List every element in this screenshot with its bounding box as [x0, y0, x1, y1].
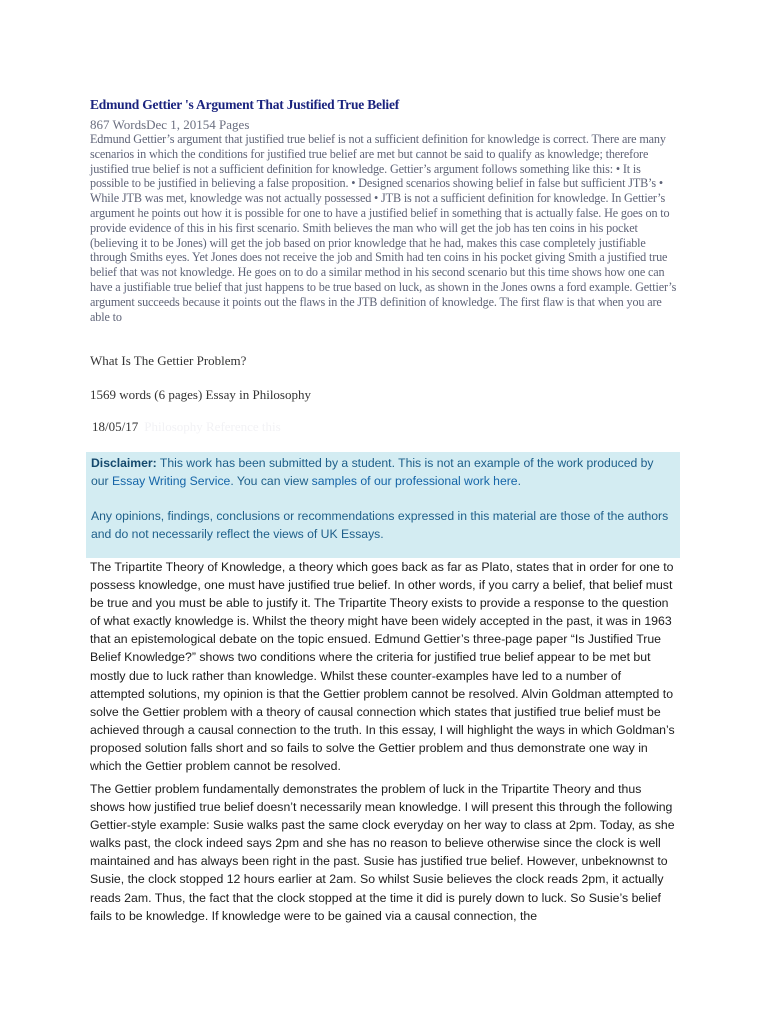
date-row — [92, 419, 281, 435]
essay-info: 1569 words (6 pages) Essay in Philosophy — [90, 387, 311, 402]
essay-heading: What Is The Gettier Problem? — [90, 353, 247, 368]
essay-writing-service-link[interactable]: Essay Writing Service — [112, 473, 231, 488]
disclaimer-box — [86, 452, 680, 558]
disclaimer-text-part: This work has been submitted by a student. This is not an example of the work produced by our — [91, 456, 654, 488]
disclaimer-text-part: . — [517, 473, 521, 488]
essay-paragraph: The Gettier problem fundamentally demonstrates the problem of luck in the Tripartite Theory and thus shows how justified true belief doesn’t necessarily mean knowledge. I will present this through the following Gettier-style example: Susie walks past the same clock everyday on her way to class at 2pm. Today, as she walks past, the clock indeed says 2pm and she has no reason to believe otherwise since the clock is well maintained and has always been right in the past. Susie has justified true belief. However, unbeknownst to Susie, the clock stopped 12 hours earlier at 2am. So whilst Susie believes the clock reads 2pm, it actually reads 2am. Thus, the fact that the clock stopped at the time it did is purely down to luck. So Susie’s belief fails to be knowledge. If knowledge were to be gained via a causal connection, the — [90, 782, 675, 923]
disclaimer-text-part: . You can view — [230, 473, 312, 488]
snippet-body: Edmund Gettier’s argument that justified true belief is not a sufficient definition for knowledge is correct. There are many scenarios in which the conditions for justified true belief are met but cannot be said to qualify as knowledge; therefore justified true belief is not a sufficient definition for knowledge. Gettier’s argument follows something like this: • It is possible to be justified in believing a false proposition. • Designed scenarios showing belief in false but sufficient JTB’s • While JTB was met, knowledge was not actually possessed • JTB is not a sufficient definition for knowledge. In Gettier’s argument he points out how it is possible for one to have a justified belief in something that is actually false. He goes on to provide evidence of this in his first scenario. Smith believes the man who will get the job has ten coins in his pocket (believing it to be Jones) will get the job based on prior knowledge that he had, makes this case completely justifiable through Smiths eyes. Yet Jones does not receive the job and Smith had ten coins in his pocket giving Smith a justified true belief that was not knowledge. He goes on to do a similar method in his second scenario but this time shows how one can have a justifiable true belief that just happens to be true based on luck, as shown in the Jones owns a ford example. Gettier’s argument succeeds because it points out the flaws in the JTB definition of knowledge. The first flaw is that when you are able to — [90, 132, 677, 324]
samples-link[interactable]: samples of our professional work here — [311, 473, 518, 488]
disclaimer-lead: Disclaimer: — [91, 456, 157, 470]
disclaimer-text — [91, 455, 674, 490]
essay-paragraph: The Tripartite Theory of Knowledge, a theory which goes back as far as Plato, states that in order for one to possess knowledge, one must have justified true belief. In other words, if you carry a belief, that belief must be true and you must be able to justify it. The Tripartite Theory exists to provide a response to the question of what exactly knowledge is. Whilst the theory might have been widely accepted in the past, it was in 1963 that an epistemological debate on the topic ensued. Edmund Gettier’s three-page paper “Is Justified True Belief Knowledge?” shows two conditions where the criteria for justified true belief appear to be met but mostly due to luck rather than knowledge. Whilst these counter-examples have led to a number of attempted solutions, my opinion is that the Gettier problem cannot be resolved. Alvin Goldman attempted to solve the Gettier problem with a theory of causal connection which states that justified true belief must be achieved through a causal connection to the truth. In this essay, I will highlight the ways in which Goldman’s proposed solution falls short and so fails to solve the Gettier problem and thus demonstrate one way in which the Gettier problem cannot be resolved. — [90, 560, 675, 774]
snippet-meta: 867 WordsDec 1, 20154 Pages — [90, 117, 250, 132]
snippet-title[interactable]: Edmund Gettier 's Argument That Justified True Belief — [90, 97, 400, 112]
essay-snippet — [90, 97, 680, 324]
disclaimer-opinions: Any opinions, findings, conclusions or recommendations expressed in this material are those of the authors and do not necessarily reflect the views of UK Essays. — [91, 509, 669, 541]
essay-date: 18/05/17 — [92, 419, 139, 434]
faded-meta-text: Philosophy Reference this — [144, 419, 281, 434]
